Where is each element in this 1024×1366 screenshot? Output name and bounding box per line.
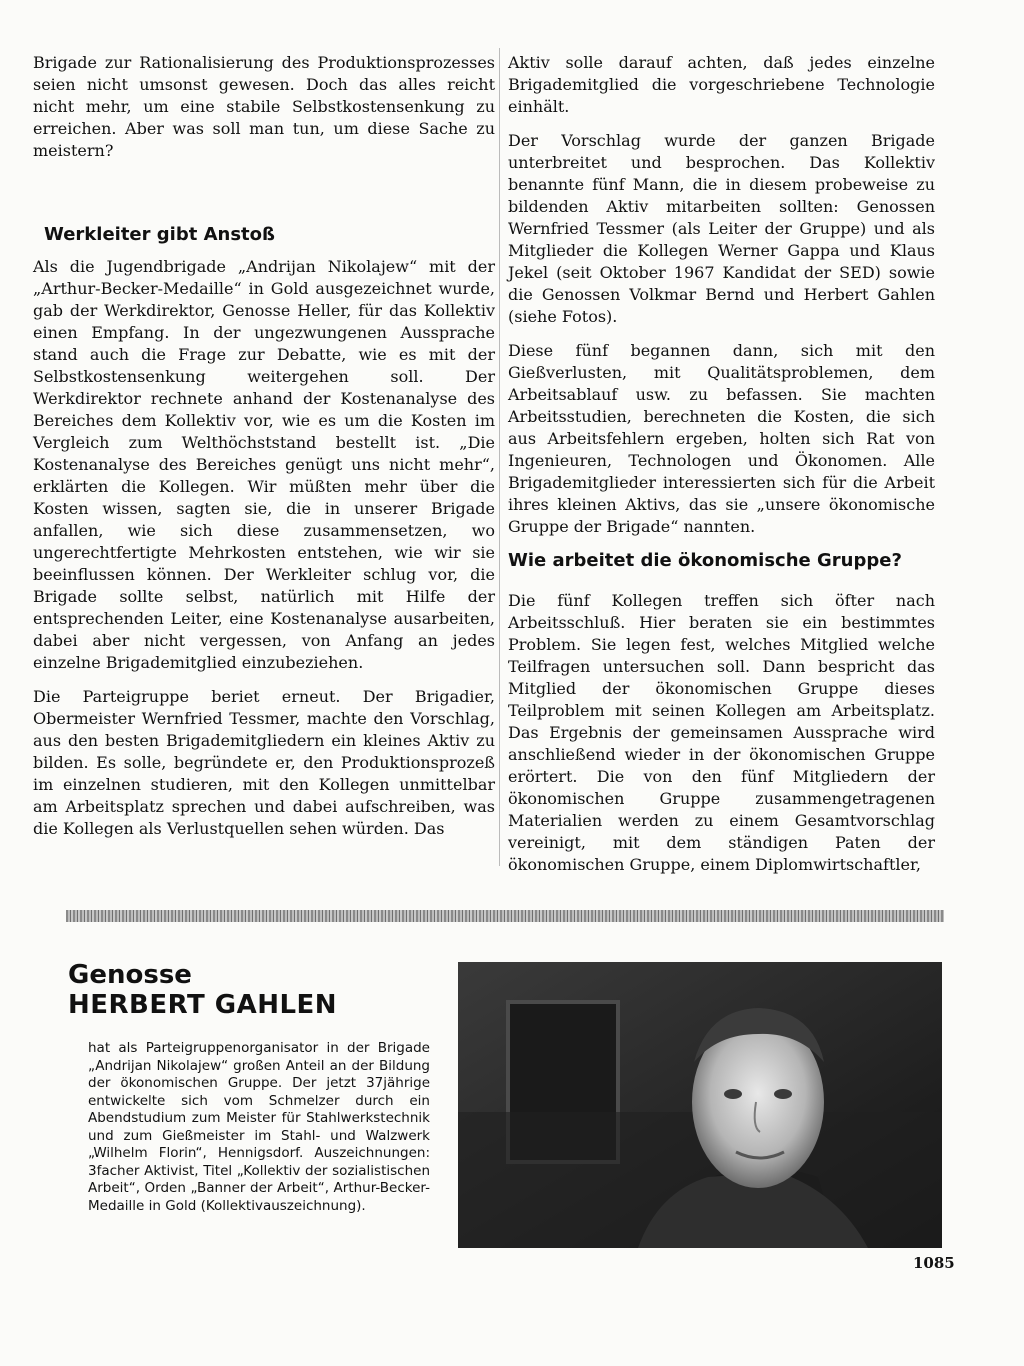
right-column-body <box>508 590 935 888</box>
profile-text: hat als Parteigruppenorganisator in der Brigade „Andrijan Nikolajew“ großen Anteil an der Bildung der ökonomischen Gruppe. Der jetzt 37jährige entwickelte sich vom Schmelzer durch ein Abendstudium zum Meister für Stahlwerkstechnik und zum Gießmeister im Stahl- und Walzwerk „Wilhelm Florin“, Hennigsdorf. Auszeichnungen: 3facher Aktivist, Titel „Kollektiv der sozialistischen Arbeit“, Orden „Banner der Arbeit“, Arthur-Becker-Medaille in Gold (Kollektivauszeichnung). <box>88 1040 430 1214</box>
profile-title-line2: HERBERT GAHLEN <box>68 990 338 1020</box>
section-heading-wie-arbeitet: Wie arbeitet die ökonomische Gruppe? <box>508 550 902 571</box>
paragraph-aktiv: Aktiv solle darauf achten, daß jedes einzelne Brigademitglied die vorgeschriebene Technologie einhält. <box>508 53 935 116</box>
section-heading-werkleiter: Werkleiter gibt Anstoß <box>44 224 275 245</box>
portrait-photo <box>458 962 942 1248</box>
profile-title-line1: Genosse <box>68 960 192 990</box>
page-number: 1085 <box>913 1254 955 1272</box>
right-column <box>508 52 935 550</box>
separator-band <box>66 910 944 922</box>
column-divider <box>499 48 500 866</box>
paragraph-werkleiter: Als die Jugendbrigade „Andrijan Nikolajew“ mit der „Arthur-Becker-Medaille“ in Gold ausgezeichnet wurde, gab der Werkdirektor, Genosse Heller, für das Kollektiv einen Empfang. In der ungezwungenen Aussprache stand auch die Frage zur Debatte, wie es mit der Selbstkostensenkung weitergehen soll. Der Werkdirektor rechnete anhand der Kostenanalyse des Bereiches dem Kollektiv vor, wie es um die Kosten im Vergleich zum Welthöchststand bestellt ist. „Die Kostenanalyse des Bereiches genügt uns nicht mehr“, erklärten die Kollegen. Wir müßten mehr über die Kosten wissen, sagten sie, die in unserer Brigade anfallen, wie sich diese zusammensetzen, wo ungerechtfertigte Mehrkosten entstehen, wie wir sie beeinflussen können. Der Werkleiter schlug vor, die Brigade sollte selbst, natürlich mit Hilfe der entsprechenden Leiter, eine Kostenanalyse ausarbeiten, dabei aber nicht vergessen, von Anfang an jedes einzelne Brigademitglied einzubeziehen. <box>33 257 495 672</box>
left-column-body <box>33 256 495 852</box>
paragraph-parteigruppe: Die Parteigruppe beriet erneut. Der Brigadier, Obermeister Wernfried Tessmer, machte den Vorschlag, aus den besten Brigademitgliedern ein kleines Aktiv zu bilden. Es solle, begründete er, den Produktionsprozeß im einzelnen studieren, mit den Kollegen unmittelbar am Arbeitsplatz sprechen und dabei aufschreiben, was die Kollegen als Verlustquellen sehen würden. Das <box>33 687 495 838</box>
left-column <box>33 52 495 174</box>
portrait-photo-image <box>458 962 942 1248</box>
paragraph-vorschlag: Der Vorschlag wurde der ganzen Brigade unterbreitet und besprochen. Das Kollektiv benannte fünf Mann, die in diesem probeweise zu bildenden Aktiv mitarbeiten sollten: Genossen Wernfried Tessmer (als Leiter der Gruppe) und als Mitglieder die Kollegen Werner Gappa und Klaus Jekel (seit Oktober 1967 Kandidat der SED) sowie die Genossen Volkmar Bernd und Herbert Gahlen (siehe Fotos). <box>508 131 935 326</box>
profile-title <box>68 960 337 1020</box>
paragraph-kollegen: Die fünf Kollegen treffen sich öfter nach Arbeitsschluß. Hier beraten sie ein bestimmtes Problem. Sie legen fest, welches Mitglied welche Teilfragen untersuchen soll. Dann bespricht das Mitglied der ökonomischen Gruppe dieses Teilproblem mit seinen Kollegen am Arbeitsplatz. Das Ergebnis der gemeinsamen Aussprache wird anschließend wieder in der ökonomischen Gruppe erörtert. Die von den fünf Mitgliedern der ökonomischen Gruppe zusammengetragenen Materialien werden zu einem Gesamtvorschlag vereinigt, mit dem ständigen Paten der ökonomischen Gruppe, einem Diplomwirtschaftler, <box>508 591 935 874</box>
intro-paragraph: Brigade zur Rationalisierung des Produktionsprozesses seien nicht umsonst gewesen. Doch das alles reicht nicht mehr, um eine stabile Selbstkostensenkung zu erreichen. Aber was soll man tun, um diese Sache zu meistern? <box>33 53 495 160</box>
paragraph-diese-fuenf: Diese fünf begannen dann, sich mit den Gießverlusten, mit Qualitätsproblemen, dem Arbeitsablauf usw. zu befassen. Sie machten Arbeitsstudien, berechneten die Kosten, die sich aus Arbeitsfehlern ergeben, holten sich Rat von Ingenieuren, Technologen und Ökonomen. Alle Brigademitglieder interessierten sich für die Arbeit ihres kleinen Aktivs, das sie „unsere ökonomische Gruppe der Brigade“ nannten. <box>508 341 935 536</box>
